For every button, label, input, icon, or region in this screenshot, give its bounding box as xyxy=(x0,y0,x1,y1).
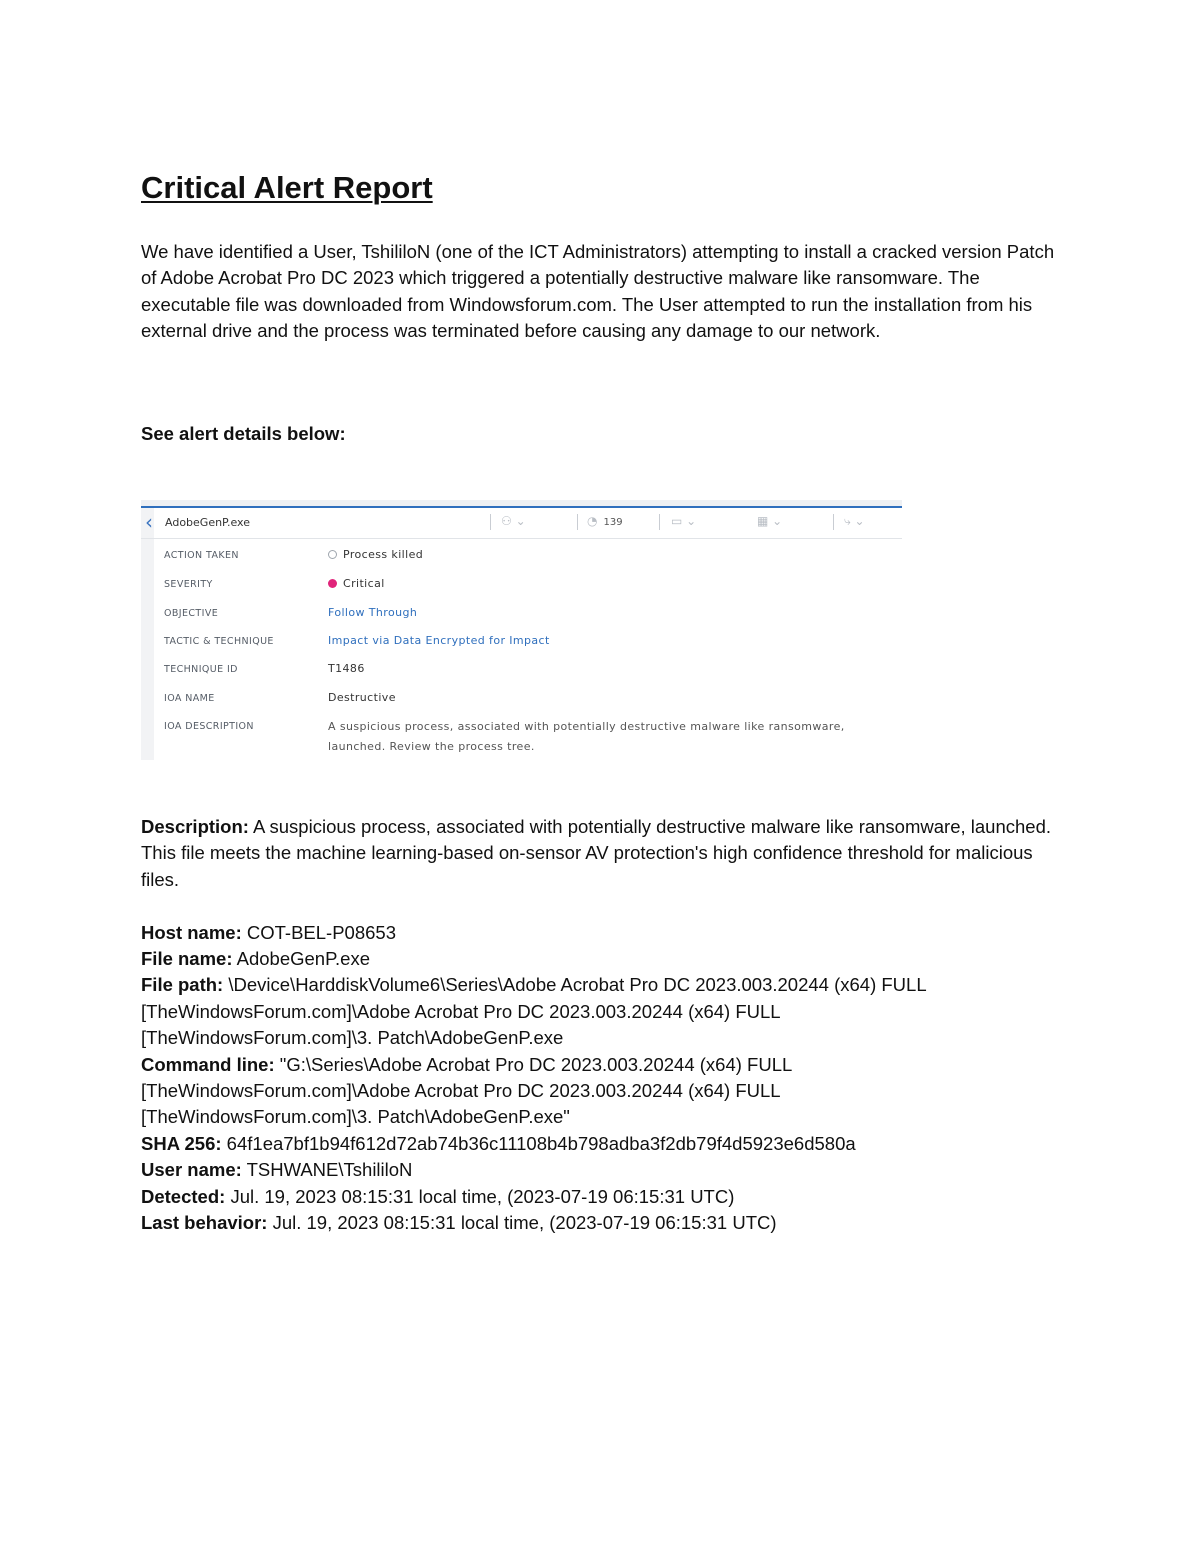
row-value xyxy=(328,548,423,561)
command-value: "G:\Series\Adobe Acrobat Pro DC 2023.003.20244 (x64) FULL [TheWindowsForum.com]\Adobe Acrobat Pro DC 2023.003.20244 (x64) FULL [TheWindowsForum.com]\3. Patch\AdobeGenP.exe" xyxy=(141,1053,792,1128)
row-label: TACTIC & TECHNIQUE xyxy=(164,636,274,647)
monitor-icon[interactable]: ▭ ⌄ xyxy=(671,514,697,528)
row-value xyxy=(328,577,385,590)
last-behavior-value: Jul. 19, 2023 08:15:31 local time, (2023-07-19 06:15:31 UTC) xyxy=(267,1212,777,1234)
command-line xyxy=(141,1052,1001,1131)
process-killed-icon xyxy=(328,550,337,559)
tactic-technique-link[interactable]: Impact via Data Encrypted for Impact xyxy=(328,634,550,647)
host-value: COT-BEL-P08653 xyxy=(241,921,396,943)
chevron-left-icon[interactable]: ‹ xyxy=(145,510,153,534)
row-tactic-technique xyxy=(164,636,894,656)
grid-icon[interactable]: ▦ ⌄ xyxy=(757,514,783,528)
toolbar-count: 139 xyxy=(603,517,623,528)
file-line xyxy=(141,946,1071,972)
spacer xyxy=(141,893,1071,919)
alert-screenshot-panel xyxy=(141,500,902,760)
panel-header xyxy=(141,512,902,539)
action-taken-value: Process killed xyxy=(343,548,424,561)
row-label: OBJECTIVE xyxy=(164,608,219,619)
sha-line xyxy=(141,1131,1071,1157)
file-label: File name: xyxy=(141,948,233,970)
command-label: Command line: xyxy=(141,1053,275,1075)
timer-icon[interactable]: ◔ 139 xyxy=(587,514,623,528)
user-value: TSHWANE\TshililoN xyxy=(241,1159,413,1181)
path-value: \Device\HarddiskVolume6\Series\Adobe Acrobat Pro DC 2023.003.20244 (x64) FULL [TheWindowsForum.com]\Adobe Acrobat Pro DC 2023.003.20244 (x64) FULL [TheWindowsForum.com]\3. Patch\AdobeGenP.exe xyxy=(141,974,926,1049)
technique-id-value: T1486 xyxy=(328,662,365,675)
host-line xyxy=(141,920,1071,946)
panel-file-title: AdobeGenP.exe xyxy=(165,516,250,529)
path-label: File path: xyxy=(141,974,224,996)
row-action-taken xyxy=(164,550,894,570)
alert-details xyxy=(141,814,1071,1236)
file-value: AdobeGenP.exe xyxy=(232,948,371,970)
description-value: A suspicious process, associated with potentially destructive malware like ransomware, launched. This file meets the machine learning-based on-sensor AV protection's high confidence threshold for malicious files. xyxy=(141,816,1051,890)
intro-paragraph: We have identified a User, TshililoN (one of the ICT Administrators) attempting to install a cracked version Patch of Adobe Acrobat Pro DC 2023 which triggered a potentially destructive malware like ransomware. The executable file was downloaded from Windowsforum.com. The User attempted to run the installation from his external drive and the process was terminated before causing any damage to our network. xyxy=(141,241,1055,342)
ioa-description-value: A suspicious process, associated with potentially destructive malware like ransomware, launched. Review the process tree. xyxy=(328,720,845,753)
row-objective xyxy=(164,608,894,628)
toolbar-divider xyxy=(833,514,834,530)
detected-line xyxy=(141,1184,1071,1210)
description-line xyxy=(141,814,1071,893)
toolbar-divider xyxy=(490,514,491,530)
ioa-name-value: Destructive xyxy=(328,691,396,704)
last-behavior-line xyxy=(141,1210,1071,1236)
panel-left-edge xyxy=(141,508,154,760)
row-severity xyxy=(164,579,894,599)
page-title: Critical Alert Report xyxy=(141,170,433,205)
share-icon[interactable]: ⤷ ⌄ xyxy=(844,514,865,528)
sha-value: 64f1ea7bf1b94f612d72ab74b36c11108b4b798adba3f2db79f4d5923e6d580a xyxy=(221,1132,856,1154)
user-icon[interactable]: ⚇ ⌄ xyxy=(501,514,526,528)
user-line xyxy=(141,1157,1071,1183)
row-ioa-name xyxy=(164,693,894,713)
row-label: TECHNIQUE ID xyxy=(164,664,238,675)
critical-dot-icon xyxy=(328,579,337,588)
toolbar-divider xyxy=(577,514,578,530)
detected-value: Jul. 19, 2023 08:15:31 local time, (2023-07-19 06:15:31 UTC) xyxy=(225,1185,735,1207)
sha-label: SHA 256: xyxy=(141,1132,222,1154)
row-label: IOA DESCRIPTION xyxy=(164,721,254,732)
row-label: ACTION TAKEN xyxy=(164,550,239,561)
host-label: Host name: xyxy=(141,921,242,943)
path-line xyxy=(141,972,1001,1051)
row-label: SEVERITY xyxy=(164,579,213,590)
toolbar-divider xyxy=(659,514,660,530)
user-label: User name: xyxy=(141,1159,242,1181)
last-behavior-label: Last behavior: xyxy=(141,1212,268,1234)
see-alert-heading: See alert details below: xyxy=(141,423,346,444)
row-label: IOA NAME xyxy=(164,693,215,704)
panel-accent-line xyxy=(141,506,902,508)
row-ioa-description xyxy=(164,720,894,753)
detected-label: Detected: xyxy=(141,1185,226,1207)
description-label: Description: xyxy=(141,816,249,837)
row-technique-id xyxy=(164,664,894,684)
severity-value: Critical xyxy=(343,577,385,590)
objective-link[interactable]: Follow Through xyxy=(328,606,418,619)
